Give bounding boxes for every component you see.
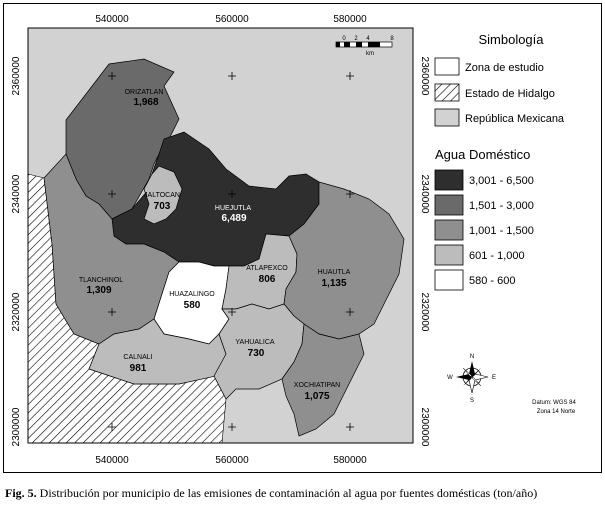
scale-label: 0 — [342, 36, 346, 42]
x-tick-top: 560000 — [215, 14, 249, 25]
legend-swatch-republica — [435, 109, 459, 126]
municipio-value: 1,309 — [86, 285, 112, 296]
y-tick-left: 2300000 — [11, 407, 22, 447]
map-area — [28, 28, 413, 443]
x-tick-top: 580000 — [333, 14, 367, 25]
municipio-label: YAHUALICA — [235, 339, 275, 346]
municipio-label: TLANCHINOL — [78, 277, 124, 284]
north-arrow-icon — [447, 354, 496, 404]
datum-line1: Datum: WGS 84 — [532, 400, 576, 406]
municipio-value: 1,135 — [321, 278, 347, 289]
y-tick-right: 2300000 — [419, 407, 430, 447]
caption-text: Distribución por municipio de las emisiones de contaminación al agua por fuentes domésticas (ton/año) — [39, 486, 538, 500]
map-svg — [4, 4, 601, 472]
compass-e: E — [491, 375, 497, 381]
scale-label: 8 — [390, 36, 394, 42]
scale-label: 4 — [366, 36, 370, 42]
municipio-value: 703 — [153, 201, 171, 212]
y-tick-left: 2340000 — [11, 174, 22, 214]
municipio-label: HUAZALINGO — [169, 291, 215, 298]
legend-swatch-class — [435, 170, 463, 190]
municipio-label: JALTOCAN — [144, 192, 180, 199]
datum-line2: Zona 14 Norte — [536, 409, 576, 415]
municipio-label: ORIZATLAN — [124, 89, 164, 96]
municipio-label: CALNALI — [123, 354, 153, 361]
legend-class-label: 601 - 1,000 — [469, 250, 525, 262]
legend-swatch-class — [435, 245, 463, 265]
x-tick-top: 540000 — [95, 14, 129, 25]
map-figure — [3, 3, 602, 473]
legend-class-label: 1,501 - 3,000 — [469, 200, 534, 212]
y-tick-right: 2320000 — [419, 292, 430, 332]
legend-agua-title: Agua Doméstico — [435, 147, 531, 162]
y-tick-left: 2320000 — [11, 292, 22, 332]
legend-class-label: 580 - 600 — [469, 275, 516, 287]
x-tick-bottom: 560000 — [215, 455, 249, 466]
municipio-label: HUEJUTLA — [214, 205, 252, 212]
caption-figure-number: Fig. 5. — [5, 486, 37, 500]
municipio-value: 6,489 — [221, 213, 247, 224]
municipio-value: 806 — [258, 274, 276, 285]
legend-swatch-hidalgo — [435, 84, 459, 101]
compass-n: N — [469, 354, 475, 360]
legend-swatch-class — [435, 220, 463, 240]
scale-label: 2 — [354, 36, 358, 42]
x-tick-bottom: 540000 — [95, 455, 129, 466]
x-tick-bottom: 580000 — [333, 455, 367, 466]
legend-swatch-class — [435, 270, 463, 290]
y-tick-right: 2340000 — [419, 174, 430, 214]
compass-w: W — [447, 375, 453, 381]
legend-label-hidalgo: Estado de Hidalgo — [465, 88, 555, 100]
legend-class-label: 1,001 - 1,500 — [469, 225, 534, 237]
legend-label-zona: Zona de estudio — [465, 62, 544, 74]
legend-title: Simbología — [478, 32, 544, 47]
legend-class-label: 3,001 - 6,500 — [469, 175, 534, 187]
compass-s: S — [469, 398, 475, 404]
figure-caption — [5, 486, 601, 500]
scale-unit: km — [366, 51, 374, 57]
municipio-value: 981 — [129, 363, 147, 374]
legend-swatch-class — [435, 195, 463, 215]
municipio-value: 1,968 — [133, 97, 159, 108]
municipio-label: XOCHIATIPAN — [293, 382, 341, 389]
municipio-value: 1,075 — [304, 391, 330, 402]
legend-swatch-zona — [435, 58, 459, 75]
municipio-label: ATLAPEXCO — [246, 265, 288, 272]
municipio-label: HUAUTLA — [317, 269, 351, 276]
y-tick-right: 2360000 — [419, 56, 430, 96]
y-tick-left: 2360000 — [11, 56, 22, 96]
legend — [435, 32, 565, 290]
legend-label-republica: República Mexicana — [465, 113, 565, 125]
municipio-value: 730 — [247, 348, 265, 359]
municipio-value: 580 — [183, 300, 201, 311]
